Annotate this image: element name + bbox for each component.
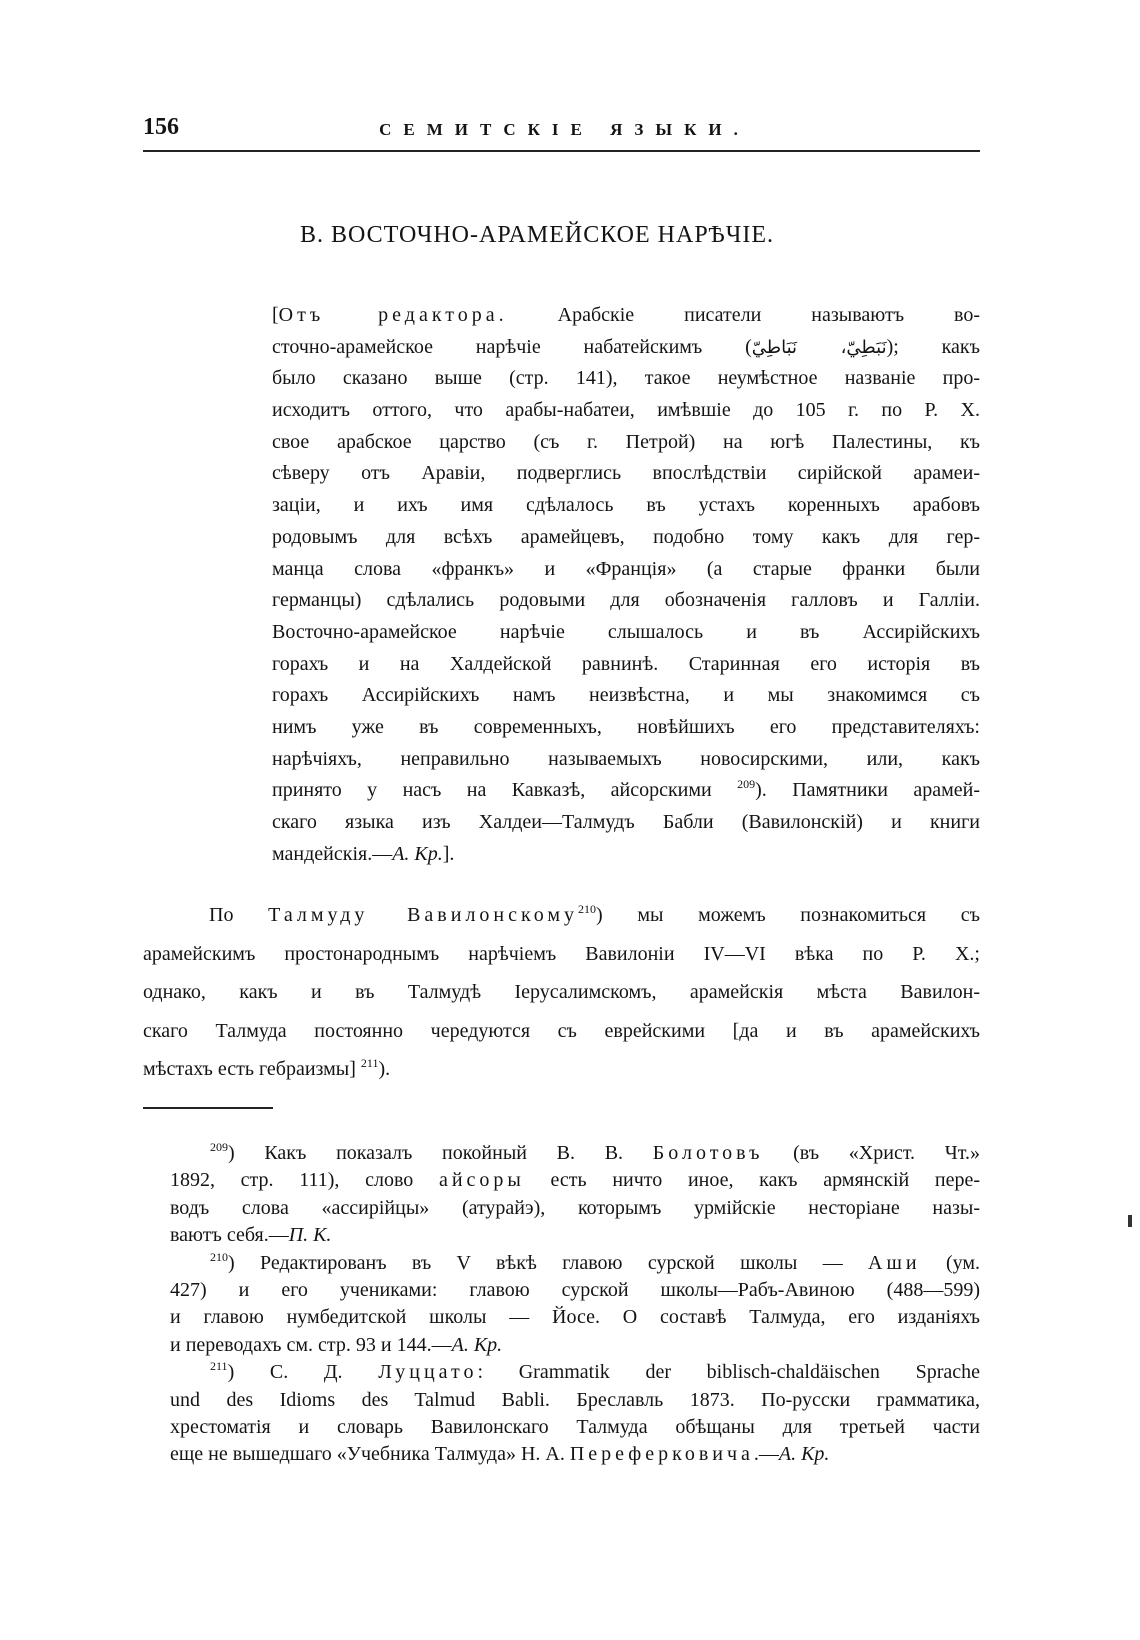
arabic-text: نَبَطِيّ، نَبَاطِيّ bbox=[751, 336, 887, 358]
footnote-separator bbox=[143, 1107, 273, 1109]
footnote-number: 210 bbox=[210, 1249, 228, 1264]
footnote-line: хрестоматія и словарь Вавилонскаго Талмуда обѣщаны для третьей части bbox=[170, 1415, 980, 1438]
editor-note bbox=[272, 300, 980, 870]
editor-note-line: родовымъ для всѣхъ арамейцевъ, подобно тому какъ для гер- bbox=[272, 525, 980, 548]
footnote-line: $^{209}$) Какъ показалъ покойный В. В. Болотовъ (въ «Христ. Чт.» bbox=[210, 1140, 980, 1164]
editor-note-line: принято у насъ на Кавказѣ, айсорскими $^{209}$). Памятники арамей- bbox=[272, 777, 980, 802]
footnote-number: 209 bbox=[210, 1140, 228, 1154]
footnote-line: еще не вышедшаго «Учебника Талмуда» Н. А. Переферковича.—А. Кр. bbox=[170, 1443, 830, 1466]
running-head bbox=[143, 114, 980, 152]
footnote-209 bbox=[170, 1140, 980, 1250]
footnote-210 bbox=[170, 1250, 980, 1360]
footnote-ref-210[interactable]: 210 bbox=[578, 902, 596, 916]
main-line: арамейскимъ простонароднымъ нарѣчіемъ Вавилоніи IV—VI вѣка по Р. Х.; bbox=[143, 942, 980, 965]
editor-note-line: сточно-арамейское нарѣчіе набатейскимъ (نَبَطِيّ، نَبَاطِيّ); какъ bbox=[272, 335, 980, 358]
running-title: СЕМИТСКІЕ ЯЗЫКИ. bbox=[379, 120, 750, 139]
footnote-line: $^{211}$) С. Д. Луццато: Grammatik der biblisch-chaldäischen Sprache bbox=[210, 1359, 980, 1384]
main-line: скаго Талмуда постоянно чередуются съ еврейскими [да и въ арамейскихъ bbox=[143, 1019, 980, 1042]
editor-note-line: заціи, и ихъ имя сдѣлалось въ устахъ коренныхъ арабовъ bbox=[272, 494, 980, 517]
editor-note-line: было сказано выше (стр. 141), такое неумѣстное названіе про- bbox=[272, 367, 980, 390]
footnote-line: и главою нумбедитской школы — Йосе. О составѣ Талмуда, его изданіяхъ bbox=[170, 1306, 980, 1329]
main-line: однако, какъ и въ Талмудѣ Іерусалимскомъ, арамейскія мѣста Вавилон- bbox=[143, 981, 980, 1003]
footnote-number: 211 bbox=[210, 1359, 228, 1374]
footnote-line: водъ слова «ассирійцы» (атурайэ), которымъ урмійскіе несторіане назы- bbox=[170, 1196, 980, 1219]
editor-note-line: исходитъ оттого, что арабы-набатеи, имѣвшіе до 105 г. по Р. Х. bbox=[272, 399, 980, 422]
footnote-line: $^{210}$) Редактированъ въ V вѣкѣ главою сурской школы — Аши (ум. bbox=[210, 1249, 980, 1274]
editor-initials: А. Кр. bbox=[392, 842, 443, 865]
editor-note-line: нимъ уже въ современныхъ, новѣйшихъ его представителяхъ: bbox=[272, 715, 980, 738]
editor-note-line: нарѣчіяхъ, неправильно называемыхъ новосирскими, или, какъ bbox=[272, 747, 980, 770]
page-number: 156 bbox=[143, 114, 179, 140]
footnote-line: и переводахъ см. стр. 93 и 144.—А. Кр. bbox=[170, 1333, 503, 1356]
editor-note-line: Восточно-арамейское нарѣчіе слышалось и въ Ассирійскихъ bbox=[272, 620, 980, 643]
editor-note-line: [Отъ редактора. Арабскіе писатели называютъ во- bbox=[272, 304, 980, 326]
editor-note-line: манца слова «франкъ» и «Франція» (а старые франки были bbox=[272, 557, 980, 580]
margin-mark bbox=[1128, 1215, 1132, 1227]
footnote-ref-209[interactable]: 209 bbox=[737, 777, 756, 792]
section-title: В. ВОСТОЧНО-АРАМЕЙСКОЕ НАРѢЧІЕ. bbox=[300, 222, 775, 248]
editor-note-line: германцы) сдѣлались родовыми для обозначенія галловъ и Галліи. bbox=[272, 589, 980, 612]
footnotes bbox=[170, 1140, 980, 1469]
editor-note-line: свое арабское царство (съ г. Петрой) на югѣ Палестины, къ bbox=[272, 430, 980, 453]
emphasized-title: Талмуду Вавилонскому bbox=[268, 904, 578, 926]
main-line: По Талмуду Вавилонскому$^{210}$) мы можемъ познакомиться съ bbox=[209, 902, 980, 926]
editor-note-line: скаго языка изъ Халдеи—Талмудъ Бабли (Вавилонскій) и книги bbox=[272, 811, 980, 833]
footnote-line: 1892, стр. 111), слово айсоры есть ничто иное, какъ армянскій пере- bbox=[170, 1169, 981, 1192]
footnote-211 bbox=[170, 1359, 980, 1469]
footnote-line: ваютъ себя.—П. К. bbox=[170, 1224, 332, 1247]
main-paragraph bbox=[143, 896, 980, 1089]
footnote-ref-211[interactable]: 211 bbox=[360, 1056, 379, 1070]
editor-note-line: мандейскія.—А. Кр.]. bbox=[272, 842, 455, 865]
footnote-line: 427) и его учениками: главою сурской школы—Рабъ-Авиною (488—599) bbox=[170, 1278, 980, 1301]
main-line: мѣстахъ есть гебраизмы] $^{211}$). bbox=[143, 1056, 391, 1080]
footnote-line: und des Idioms des Talmud Babli. Бреславль 1873. По-русски грамматика, bbox=[170, 1388, 980, 1411]
editor-label: Отъ редактора. bbox=[278, 304, 508, 326]
editor-note-line: горахъ и на Халдейской равнинѣ. Старинная его исторія въ bbox=[272, 652, 980, 675]
editor-note-line: горахъ Ассирійскихъ намъ неизвѣстна, и мы знакомимся съ bbox=[272, 684, 980, 707]
editor-note-line: сѣверу отъ Аравіи, подверглись впослѣдствіи сирійской арамеи- bbox=[272, 462, 980, 485]
